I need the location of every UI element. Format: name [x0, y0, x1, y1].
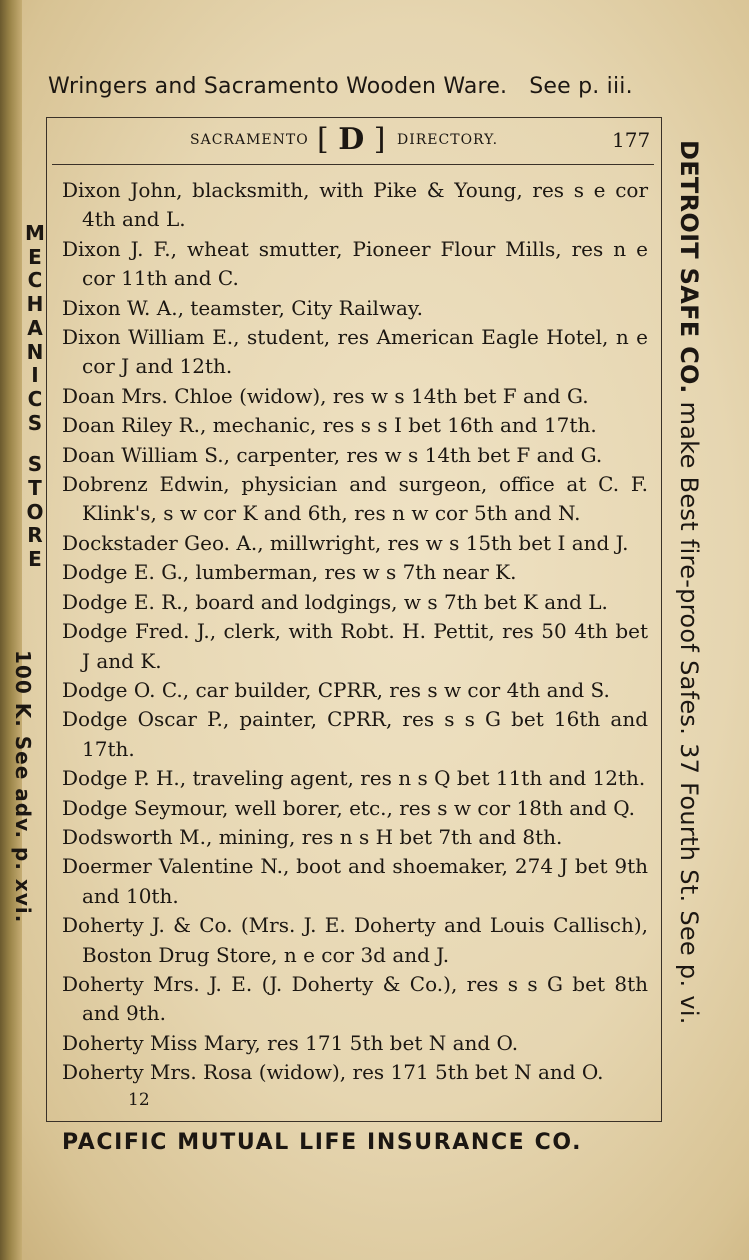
directory-entry: Dodsworth M., mining, res n s H bet 7th and 8th.	[62, 824, 563, 849]
directory-entry: Doherty Miss Mary, res 171 5th bet N and O.	[62, 1030, 519, 1055]
directory-entry: Dodge O. C., car builder, CPRR, res s w cor 4th and S.	[62, 677, 610, 702]
directory-entry: Doan Mrs. Chloe (widow), res w s 14th bet F and G.	[62, 383, 589, 408]
top-banner-see-ref: See p. iii.	[529, 74, 633, 99]
directory-entry: Dodge Fred. J., clerk, with Robt. H. Pettit, res 50 4th bet J and K.	[62, 619, 648, 673]
directory-entry: Dodge E. G., lumberman, res w s 7th near K.	[62, 560, 517, 585]
bottom-advertisement-banner: PACIFIC MUTUAL LIFE INSURANCE CO.	[62, 1130, 583, 1155]
page-number: 177	[612, 128, 651, 152]
directory-entry: Dodge Seymour, well borer, etc., res s w cor 18th and Q.	[62, 795, 635, 820]
directory-entry: Doan William S., carpenter, res w s 14th bet F and G.	[62, 442, 603, 467]
right-ad-company: DETROIT SAFE CO.	[675, 140, 703, 394]
book-binding-edge	[0, 0, 22, 1260]
signature-mark: 12	[128, 1090, 150, 1110]
directory-entry: Dobrenz Edwin, physician and surgeon, office at C. F. Klink's, s w cor K and 6th, res n w cor 5th and N.	[62, 472, 648, 526]
header-city: SACRAMENTO	[190, 132, 309, 148]
left-vertical-word: STORE	[26, 452, 44, 572]
directory-entry: Dockstader Geo. A., millwright, res w s 15th bet I and J.	[62, 530, 629, 555]
directory-entry: Dodge Oscar P., painter, CPRR, res s s G bet 16th and 17th.	[62, 707, 648, 761]
right-ad-text: make Best fire-proof Safes. 37 Fourth St. See p. vi.	[675, 401, 703, 1025]
top-banner-text: Wringers and Sacramento Wooden Ware.	[48, 74, 508, 99]
header-directory: DIRECTORY.	[397, 132, 499, 148]
directory-entry: Doherty J. & Co. (Mrs. J. E. Doherty and Louis Callisch), Boston Drug Store, n e cor 3d and J.	[62, 913, 648, 967]
directory-entry: Dixon William E., student, res American Eagle Hotel, n e cor J and 12th.	[62, 325, 648, 379]
directory-entry: Doherty Mrs. J. E. (J. Doherty & Co.), res s s G bet 8th and 9th.	[62, 971, 648, 1026]
directory-entries	[62, 176, 648, 1088]
directory-entry: Dodge E. R., board and lodgings, w s 7th bet K and L.	[62, 589, 608, 614]
right-margin-rotated-ad	[675, 140, 703, 1025]
directory-entry: Dixon J. F., wheat smutter, Pioneer Flour Mills, res n e cor 11th and C.	[62, 236, 648, 291]
running-header	[52, 120, 654, 165]
directory-entry: Doan Riley R., mechanic, res s s I bet 16th and 17th.	[62, 413, 597, 438]
directory-entry: Dodge P. H., traveling agent, res n s Q bet 11th and 12th.	[62, 766, 646, 791]
header-section-letter: [ D ]	[317, 122, 386, 157]
left-margin-vertical-ad	[24, 222, 46, 572]
directory-entry: Doherty Mrs. Rosa (widow), res 171 5th bet N and O.	[62, 1060, 604, 1085]
directory-entry: Doermer Valentine N., boot and shoemaker, 274 J bet 9th and 10th.	[62, 854, 648, 908]
directory-entry: Dixon W. A., teamster, City Railway.	[62, 295, 423, 320]
left-vertical-gap	[24, 435, 46, 453]
directory-entry: Dixon John, blacksmith, with Pike & Young, res s e cor 4th and L.	[62, 178, 648, 232]
left-margin-rotated-ad: 100 K. See adv. p. xvi.	[11, 650, 35, 924]
left-vertical-word: MECHANICS	[25, 221, 45, 435]
top-advertisement-banner	[48, 74, 688, 99]
